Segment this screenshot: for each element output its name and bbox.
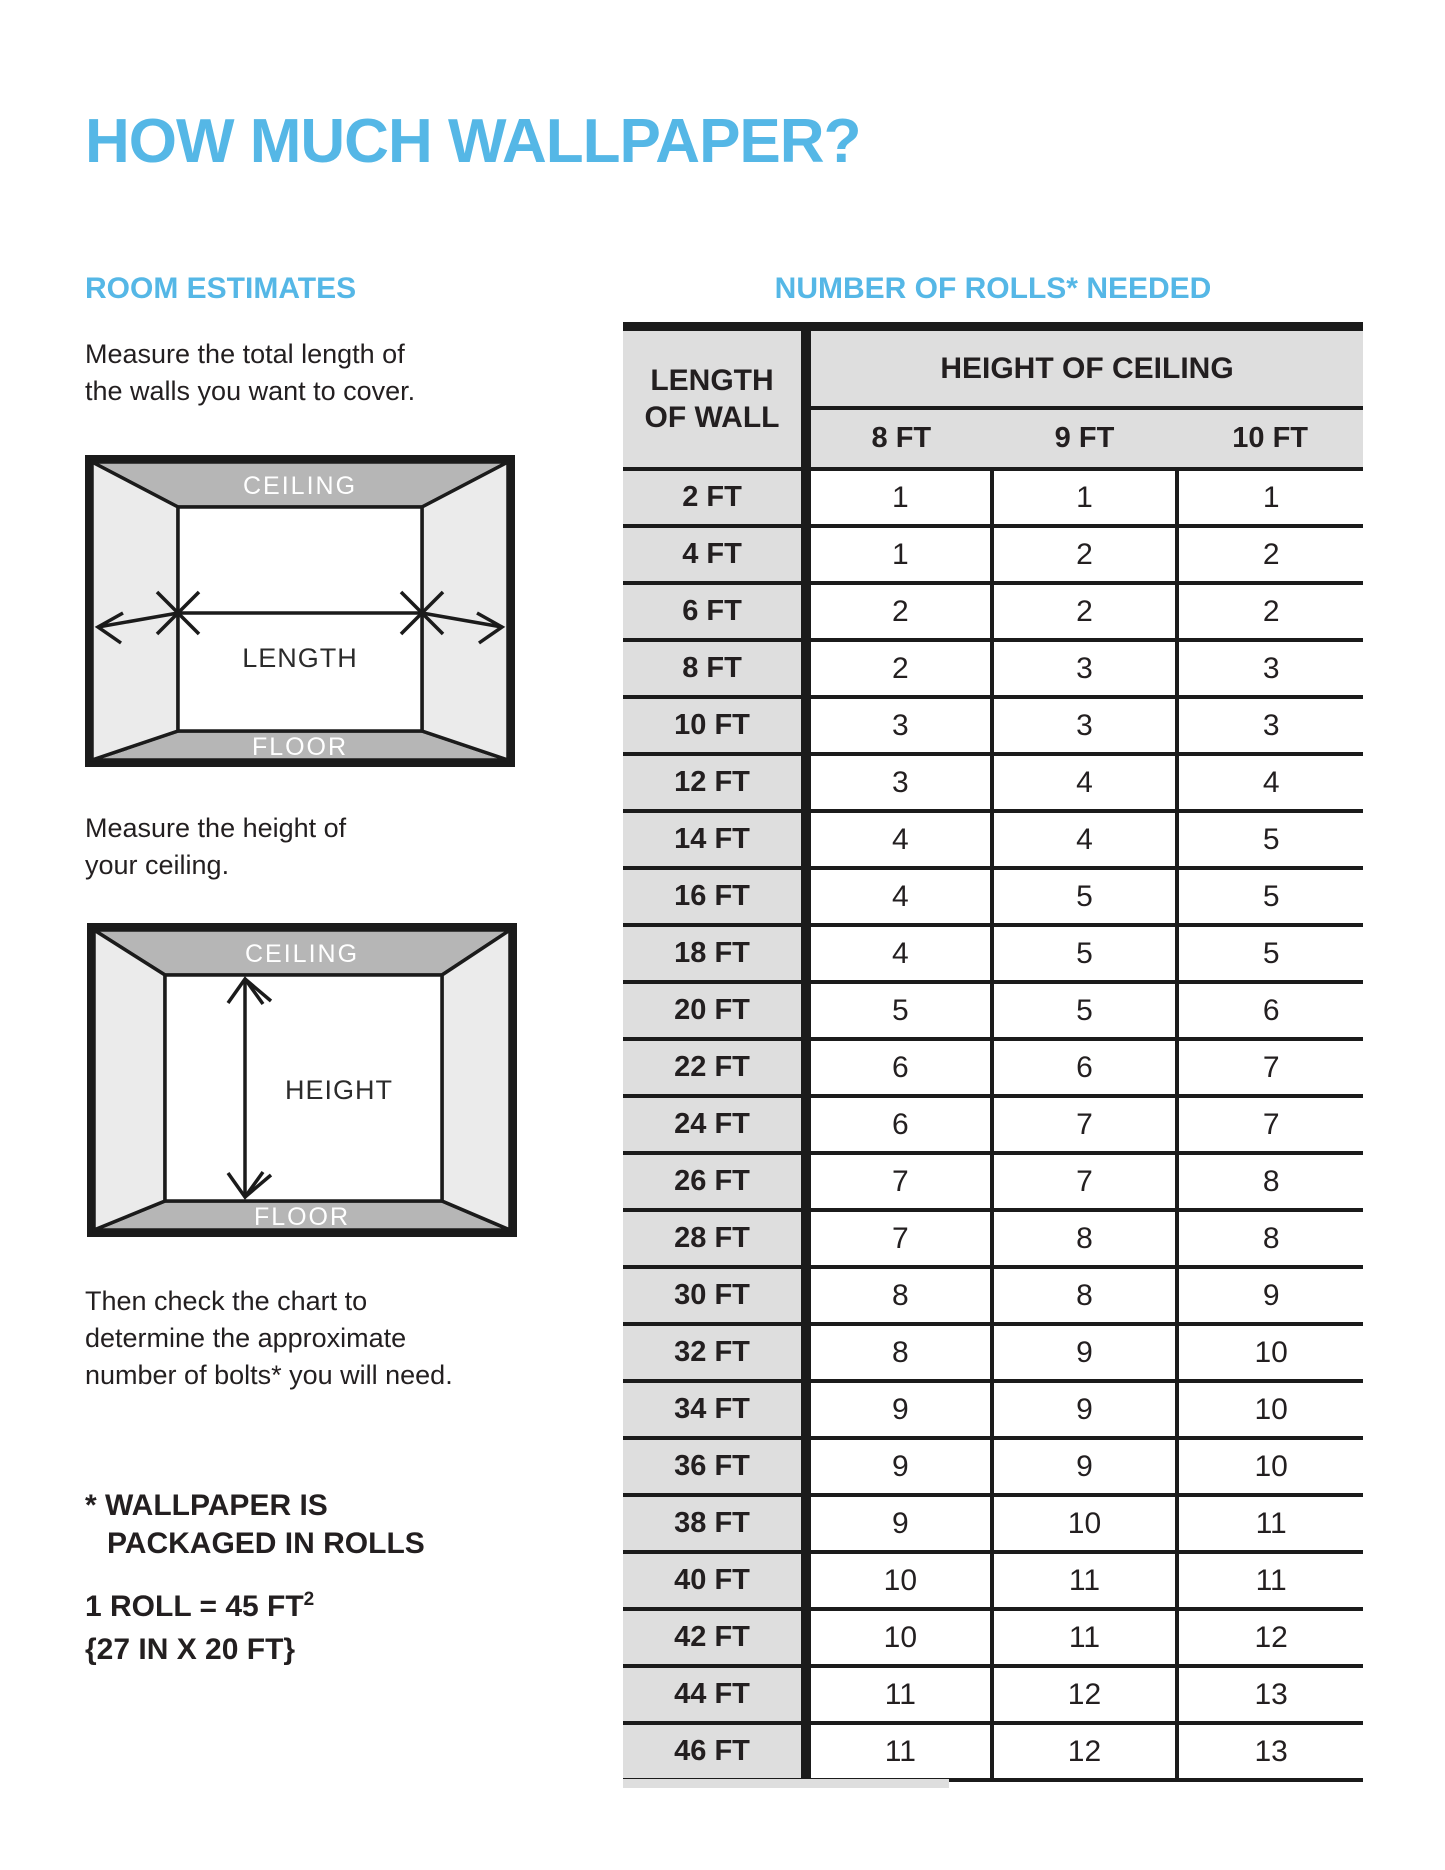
instruction-height-line1: Measure the height of <box>85 813 347 843</box>
table-row <box>623 1723 1363 1780</box>
roll-count-cell: 10 <box>1177 1324 1363 1381</box>
roll-count-cell: 4 <box>806 925 992 982</box>
table-row <box>623 1153 1363 1210</box>
roll-count-cell: 4 <box>806 868 992 925</box>
instruction-length <box>85 336 415 410</box>
row-label: 46 FT <box>623 1723 806 1780</box>
col-header-10ft: 10 FT <box>1177 408 1363 469</box>
roll-count-cell: 11 <box>806 1723 992 1780</box>
roll-count-cell: 6 <box>806 1096 992 1153</box>
room-estimates-heading: ROOM ESTIMATES <box>85 272 357 305</box>
table-row <box>623 1438 1363 1495</box>
table-row <box>623 1267 1363 1324</box>
right-wall-face <box>422 462 508 760</box>
col-header-9ft: 9 FT <box>992 408 1178 469</box>
instruction-chart <box>85 1283 453 1394</box>
left-wall-face <box>92 462 178 760</box>
roll-count-cell: 5 <box>992 982 1178 1039</box>
footnote-line1: * WALLPAPER IS <box>85 1489 328 1522</box>
length-of-wall-line1: LENGTH <box>650 364 774 397</box>
room-length-diagram <box>85 455 515 767</box>
table-bottom-shadow <box>623 1779 949 1788</box>
roll-count-cell: 9 <box>1177 1267 1363 1324</box>
table-row <box>623 811 1363 868</box>
roll-count-cell: 11 <box>992 1552 1178 1609</box>
row-label: 44 FT <box>623 1666 806 1723</box>
row-label: 4 FT <box>623 526 806 583</box>
row-label: 30 FT <box>623 1267 806 1324</box>
roll-count-cell: 8 <box>806 1267 992 1324</box>
roll-count-cell: 13 <box>1177 1666 1363 1723</box>
rolls-table-body <box>623 469 1363 1780</box>
roll-count-cell: 7 <box>1177 1096 1363 1153</box>
row-label: 34 FT <box>623 1381 806 1438</box>
row-label: 18 FT <box>623 925 806 982</box>
roll-size-line <box>85 1589 314 1624</box>
row-label: 22 FT <box>623 1039 806 1096</box>
roll-count-cell: 5 <box>992 925 1178 982</box>
length-of-wall-line2: OF WALL <box>644 401 780 434</box>
table-row <box>623 583 1363 640</box>
roll-count-cell: 2 <box>1177 583 1363 640</box>
roll-size-superscript: 2 <box>303 1589 315 1610</box>
roll-count-cell: 3 <box>992 640 1178 697</box>
right-wall-face <box>442 930 510 1230</box>
length-of-wall-header <box>623 327 806 470</box>
roll-count-cell: 8 <box>1177 1210 1363 1267</box>
table-header-row-1 <box>623 327 1363 409</box>
roll-count-cell: 3 <box>806 697 992 754</box>
table-row <box>623 925 1363 982</box>
roll-count-cell: 5 <box>1177 811 1363 868</box>
instruction-chart-line3: number of bolts* you will need. <box>85 1360 453 1390</box>
col-header-8ft: 8 FT <box>806 408 992 469</box>
row-label: 28 FT <box>623 1210 806 1267</box>
table-row <box>623 697 1363 754</box>
roll-count-cell: 8 <box>992 1267 1178 1324</box>
roll-count-cell: 3 <box>1177 640 1363 697</box>
row-label: 14 FT <box>623 811 806 868</box>
roll-count-cell: 7 <box>806 1210 992 1267</box>
roll-count-cell: 3 <box>1177 697 1363 754</box>
roll-size-text: 1 ROLL = 45 FT <box>85 1590 304 1623</box>
row-label: 6 FT <box>623 583 806 640</box>
roll-count-cell: 5 <box>806 982 992 1039</box>
roll-count-cell: 3 <box>806 754 992 811</box>
ceiling-label: CEILING <box>244 940 360 968</box>
roll-count-cell: 10 <box>1177 1438 1363 1495</box>
page-title: HOW MUCH WALLPAPER? <box>85 106 861 176</box>
table-row <box>623 1324 1363 1381</box>
roll-dimensions-line: {27 IN X 20 FT} <box>85 1633 296 1666</box>
roll-count-cell: 10 <box>806 1552 992 1609</box>
roll-count-cell: 8 <box>806 1324 992 1381</box>
roll-count-cell: 2 <box>992 583 1178 640</box>
table-row <box>623 754 1363 811</box>
table-row <box>623 526 1363 583</box>
table-row <box>623 640 1363 697</box>
table-row <box>623 1609 1363 1666</box>
roll-count-cell: 1 <box>992 469 1178 526</box>
length-dim-label: LENGTH <box>242 643 358 673</box>
wallpaper-rolls-footnote <box>85 1487 425 1563</box>
roll-count-cell: 7 <box>806 1153 992 1210</box>
roll-count-cell: 4 <box>806 811 992 868</box>
roll-count-cell: 6 <box>806 1039 992 1096</box>
table-row <box>623 1096 1363 1153</box>
floor-label: FLOOR <box>253 1203 351 1231</box>
roll-count-cell: 10 <box>992 1495 1178 1552</box>
instruction-chart-line2: determine the approximate <box>85 1323 407 1353</box>
instruction-length-line1: Measure the total length of <box>85 339 405 369</box>
row-label: 24 FT <box>623 1096 806 1153</box>
table-row <box>623 1210 1363 1267</box>
roll-count-cell: 7 <box>1177 1039 1363 1096</box>
row-label: 20 FT <box>623 982 806 1039</box>
row-label: 8 FT <box>623 640 806 697</box>
roll-count-cell: 4 <box>992 811 1178 868</box>
row-label: 2 FT <box>623 469 806 526</box>
roll-count-cell: 2 <box>806 640 992 697</box>
row-label: 38 FT <box>623 1495 806 1552</box>
row-label: 36 FT <box>623 1438 806 1495</box>
row-label: 26 FT <box>623 1153 806 1210</box>
height-of-ceiling-header: HEIGHT OF CEILING <box>806 327 1363 409</box>
roll-count-cell: 8 <box>992 1210 1178 1267</box>
height-dim-label: HEIGHT <box>284 1075 394 1105</box>
roll-count-cell: 4 <box>1177 754 1363 811</box>
row-label: 16 FT <box>623 868 806 925</box>
roll-count-cell: 4 <box>992 754 1178 811</box>
row-label: 42 FT <box>623 1609 806 1666</box>
row-label: 12 FT <box>623 754 806 811</box>
roll-count-cell: 2 <box>992 526 1178 583</box>
floor-label: FLOOR <box>251 733 349 761</box>
table-row <box>623 1666 1363 1723</box>
table-row <box>623 469 1363 526</box>
table-row <box>623 1495 1363 1552</box>
table-row <box>623 1381 1363 1438</box>
roll-count-cell: 12 <box>1177 1609 1363 1666</box>
roll-count-cell: 7 <box>992 1153 1178 1210</box>
roll-count-cell: 1 <box>1177 469 1363 526</box>
roll-count-cell: 3 <box>992 697 1178 754</box>
roll-count-cell: 9 <box>806 1381 992 1438</box>
roll-count-cell: 11 <box>992 1609 1178 1666</box>
table-row <box>623 1039 1363 1096</box>
table-row <box>623 982 1363 1039</box>
roll-count-cell: 2 <box>1177 526 1363 583</box>
roll-count-cell: 2 <box>806 583 992 640</box>
rolls-needed-heading: NUMBER OF ROLLS* NEEDED <box>774 272 1212 305</box>
table-row <box>623 868 1363 925</box>
roll-count-cell: 9 <box>806 1495 992 1552</box>
ceiling-height-diagram <box>87 923 517 1237</box>
rolls-needed-table <box>623 322 1363 1782</box>
instruction-height <box>85 810 346 884</box>
roll-count-cell: 11 <box>806 1666 992 1723</box>
roll-count-cell: 9 <box>992 1324 1178 1381</box>
roll-count-cell: 10 <box>1177 1381 1363 1438</box>
back-wall-face <box>178 507 422 731</box>
roll-count-cell: 10 <box>806 1609 992 1666</box>
roll-count-cell: 9 <box>992 1438 1178 1495</box>
roll-count-cell: 11 <box>1177 1552 1363 1609</box>
roll-count-cell: 7 <box>992 1096 1178 1153</box>
roll-count-cell: 6 <box>1177 982 1363 1039</box>
roll-count-cell: 9 <box>806 1438 992 1495</box>
row-label: 32 FT <box>623 1324 806 1381</box>
roll-count-cell: 8 <box>1177 1153 1363 1210</box>
roll-count-cell: 9 <box>992 1381 1178 1438</box>
roll-count-cell: 6 <box>992 1039 1178 1096</box>
roll-count-cell: 1 <box>806 526 992 583</box>
row-label: 10 FT <box>623 697 806 754</box>
ceiling-label: CEILING <box>242 472 358 500</box>
left-wall-face <box>94 930 165 1230</box>
row-label: 40 FT <box>623 1552 806 1609</box>
roll-count-cell: 11 <box>1177 1495 1363 1552</box>
instruction-chart-line1: Then check the chart to <box>85 1286 368 1316</box>
roll-count-cell: 12 <box>992 1723 1178 1780</box>
roll-count-cell: 5 <box>1177 868 1363 925</box>
footnote-line2: PACKAGED IN ROLLS <box>107 1527 425 1560</box>
roll-count-cell: 5 <box>992 868 1178 925</box>
instruction-height-line2: your ceiling. <box>85 850 230 880</box>
roll-count-cell: 1 <box>806 469 992 526</box>
roll-count-cell: 13 <box>1177 1723 1363 1780</box>
roll-count-cell: 12 <box>992 1666 1178 1723</box>
table-row <box>623 1552 1363 1609</box>
roll-count-cell: 5 <box>1177 925 1363 982</box>
instruction-length-line2: the walls you want to cover. <box>85 376 416 406</box>
